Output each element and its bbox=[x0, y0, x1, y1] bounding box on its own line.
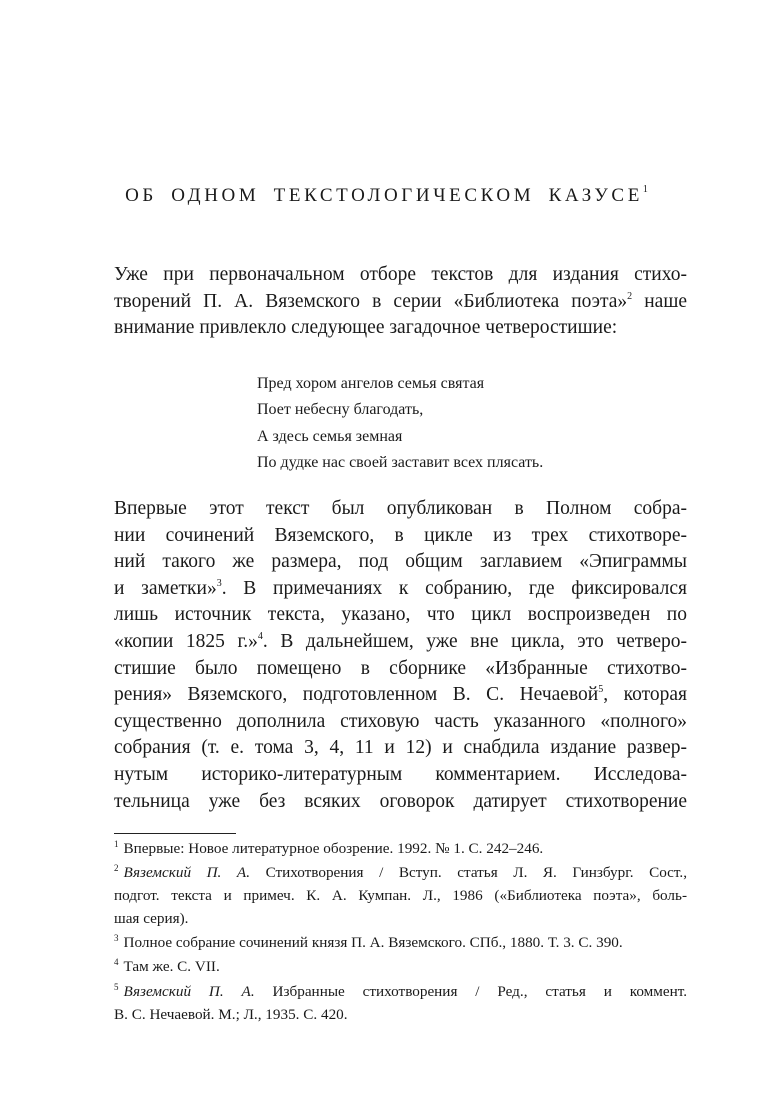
text-line: тельница уже без всяких оговорок датирует стихотворение bbox=[114, 790, 687, 812]
text-line: стишие было помещено в сборнике «Избранные стихотво- bbox=[114, 657, 687, 679]
footnote-ref-1[interactable]: 1 bbox=[642, 184, 648, 195]
footnote-1: $^1$ Впервые: Новое литературное обозрение. 1992. № 1. С. 242–246. bbox=[114, 839, 544, 857]
footnote-5: $^5$ Вяземский П. А. Избранные стихотворения / Ред., статья и коммент. В. С. Нечаевой. М.; Л., 1935. С. 420. bbox=[114, 981, 688, 1023]
intro-paragraph bbox=[114, 262, 687, 342]
footnote-ref-2[interactable]: 2 bbox=[627, 290, 633, 302]
footnote-ref-3[interactable]: 3 bbox=[216, 577, 222, 589]
text-line: нии сочинений Вяземского, в цикле из трех стихотворе- bbox=[114, 524, 687, 546]
text-line: ний такого же размера, под общим заглавием «Эпиграммы bbox=[114, 551, 687, 573]
text-line: и заметки»$^3$. В примечаниях к собранию, где фиксировался bbox=[114, 577, 687, 599]
text-line: Уже при первоначальном отборе текстов для издания стихо- bbox=[114, 264, 687, 285]
footnotes bbox=[114, 838, 687, 1028]
footnote-2: $^2$ Вяземский П. А. Стихотворения / Вступ. статья Л. Я. Гинзбург. Сост., подгот. текста и примеч. К. А. Кумпан. Л., 1986 («Библиотека поэта», боль- шая серия). bbox=[114, 863, 688, 927]
text-line: творений П. А. Вяземского в серии «Библиотека поэта»$^2$ наше bbox=[114, 290, 687, 312]
text-line: рения» Вяземского, подготовленном В. С. Нечаевой$^5$, которая bbox=[114, 684, 688, 706]
footnote-4: $^4$ Там же. С. VII. bbox=[114, 957, 220, 976]
footnote-3: $^3$ Полное собрание сочинений князя П. А. Вяземского. СПб., 1880. Т. 3. С. 390. bbox=[114, 933, 623, 952]
footnote-ref-5[interactable]: 5 bbox=[598, 684, 604, 696]
verse-line: А здесь семья земная bbox=[257, 427, 403, 445]
text-line: «копии 1825 г.»$^4$. В дальнейшем, уже вне цикла, это четверо- bbox=[114, 630, 688, 652]
text-line: лишь источник текста, указано, что цикл воспроизведен по bbox=[114, 604, 687, 626]
quatrain bbox=[257, 371, 543, 476]
footnote-ref-4[interactable]: 4 bbox=[257, 630, 263, 642]
text-line: собрания (т. е. тома 3, 4, 11 и 12) и снабдила издание развер- bbox=[114, 737, 687, 759]
verse-line: Пред хором ангелов семья святая bbox=[257, 375, 485, 392]
text-line: внимание привлекло следующее загадочное четверостишие: bbox=[114, 317, 618, 339]
chapter-title-text: ОБ ОДНОМ ТЕКСТОЛОГИЧЕСКОМ КАЗУСЕ bbox=[125, 185, 643, 206]
verse-line: Поет небесну благодать, bbox=[257, 401, 424, 419]
chapter-title bbox=[0, 184, 773, 207]
footnote-divider bbox=[114, 833, 236, 834]
text-line: существенно дополнила стиховую часть указанного «полного» bbox=[114, 710, 687, 732]
verse-line: По дудке нас своей заставит всех плясать. bbox=[257, 453, 544, 471]
text-line: Впервые этот текст был опубликован в Полном собра- bbox=[114, 498, 687, 519]
text-line: нутым историко-литературным комментарием. Исследова- bbox=[114, 763, 687, 785]
main-paragraph bbox=[114, 496, 687, 815]
